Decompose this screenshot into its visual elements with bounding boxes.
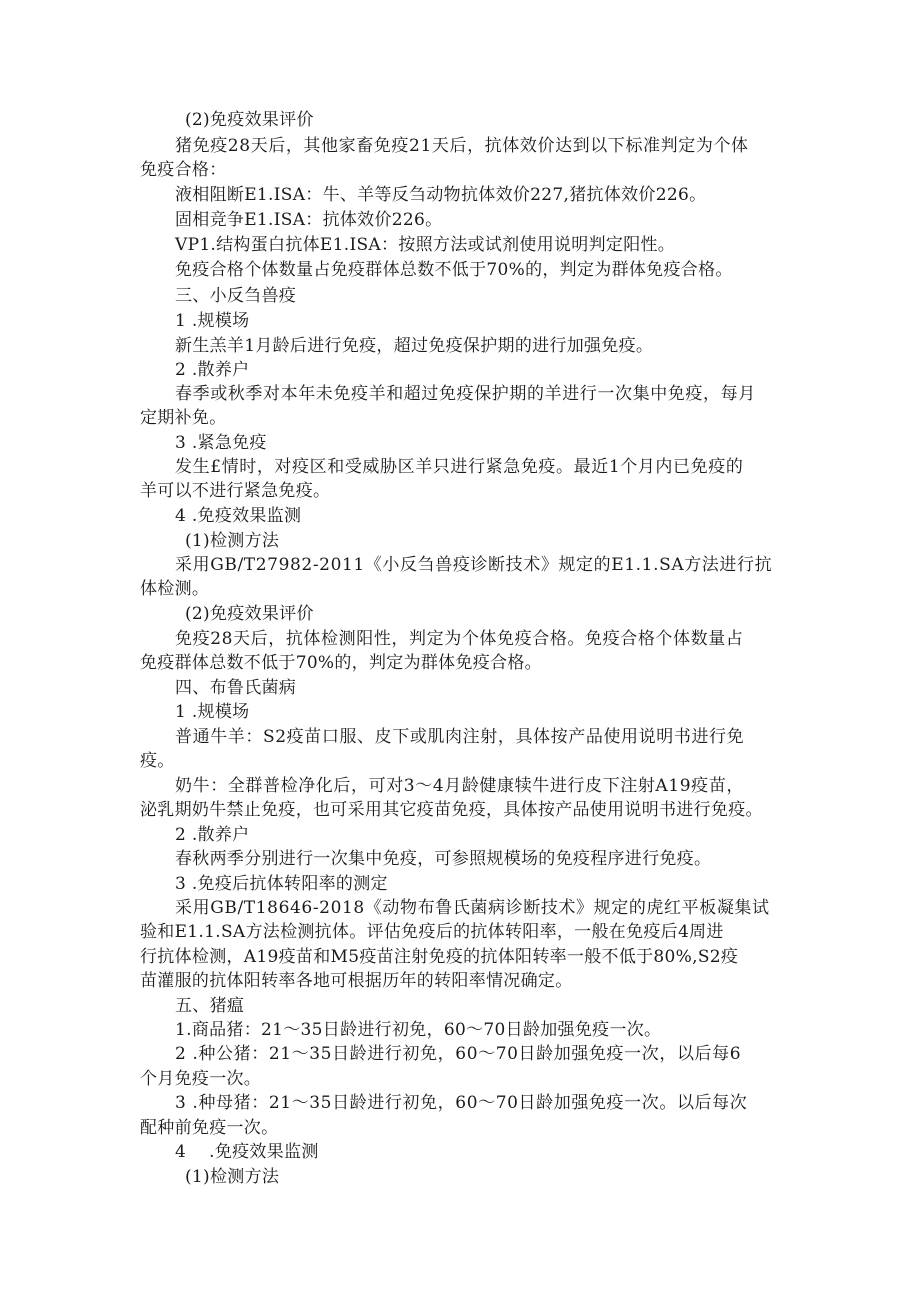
subheading-smallholder: 2 .散养户 xyxy=(175,825,250,845)
section-heading-brucellosis: 四、布鲁氏菌病 xyxy=(175,678,297,698)
paragraph-line: 疫。 xyxy=(140,751,175,771)
paragraph-line: 春秋两季分别进行一次集中免疫，可参照规模场的免疫程序进行免疫。 xyxy=(175,849,712,869)
section-heading-ppr: 三、小反刍兽疫 xyxy=(175,286,297,306)
subheading-scale-farm: 1 .规模场 xyxy=(175,702,250,722)
paragraph-line: 采用GB/T27982-2011《小反刍兽疫诊断技术》规定的E1.1.SA方法进行抗 xyxy=(175,555,773,575)
paragraph-line: 泌乳期奶牛禁止免疫，也可采用其它疫苗免疫，具体按产品使用说明书进行免疫。 xyxy=(140,800,763,820)
paragraph-line: 免疫28天后，抗体检测阳性，判定为个体免疫合格。免疫合格个体数量占 xyxy=(175,629,744,649)
subheading-detection-method: (1)检测方法 xyxy=(185,1167,280,1187)
subheading-monitoring: 4 .免疫效果监测 xyxy=(175,506,302,526)
paragraph-line: 新生羔羊1月龄后进行免疫，超过免疫保护期的进行加强免疫。 xyxy=(175,336,654,356)
subheading-scale-farm: 1 .规模场 xyxy=(175,311,250,331)
paragraph-line: 2 .种公猪：21～35日龄进行初免，60～70日龄加强免疫一次，以后每6 xyxy=(175,1044,742,1064)
paragraph-line: VP1.结构蛋白抗体E1.ISA：按照方法或试剂使用说明判定阳性。 xyxy=(175,235,676,255)
subheading-seroconversion: 3 .免疫后抗体转阳率的测定 xyxy=(175,874,388,894)
paragraph-line: 免疫合格个体数量占免疫群体总数不低于70%的，判定为群体免疫合格。 xyxy=(175,260,733,280)
paragraph-line: 验和E1.1.SA方法检测抗体。评估免疫后的抗体转阳率，一般在免疫后4周进 xyxy=(140,922,724,942)
paragraph-line: 羊可以不进行紧急免疫。 xyxy=(140,481,331,501)
paragraph-line: 发生£情时，对疫区和受威胁区羊只进行紧急免疫。最近1个月内已免疫的 xyxy=(175,457,744,477)
subheading-emergency: 3 .紧急免疫 xyxy=(175,433,267,453)
paragraph-line: 苗灌服的抗体阳转率各地可根据历年的转阳率情况确定。 xyxy=(140,971,573,991)
paragraph-line: 普通牛羊：S2疫苗口服、皮下或肌肉注射，具体按产品使用说明书进行免 xyxy=(175,727,745,747)
paragraph-line: 1.商品猪：21～35日龄进行初免，60～70日龄加强免疫一次。 xyxy=(175,1020,662,1040)
paragraph-line: 奶牛：全群普检净化后，可对3～4月龄健康犊牛进行皮下注射A19疫苗， xyxy=(175,776,744,796)
paragraph-line: 猪免疫28天后，其他家畜免疫21天后，抗体效价达到以下标准判定为个体 xyxy=(175,136,749,156)
subheading-monitoring: 4 .免疫效果监测 xyxy=(175,1142,319,1162)
paragraph-line: 配种前免疫一次。 xyxy=(140,1118,279,1138)
section-heading-swine-fever: 五、猪瘟 xyxy=(175,996,245,1016)
paragraph-line: 体检测。 xyxy=(140,579,210,599)
paragraph-line: 采用GB/T18646-2018《动物布鲁氏菌病诊断技术》规定的虎红平板凝集试 xyxy=(175,898,770,918)
paragraph-line: 春季或秋季对本年未免疫羊和超过免疫保护期的羊进行一次集中免疫，每月 xyxy=(175,384,756,404)
subheading-smallholder: 2 .散养户 xyxy=(175,360,250,380)
subheading-immune-evaluation: (2)免疫效果评价 xyxy=(185,110,314,130)
paragraph-line: 液相阻断E1.ISA：牛、羊等反刍动物抗体效价227,猪抗体效价226。 xyxy=(175,185,707,205)
paragraph-line: 定期补免。 xyxy=(140,408,227,428)
paragraph-line: 固相竞争E1.ISA：抗体效价226。 xyxy=(175,210,443,230)
subheading-detection-method: (1)检测方法 xyxy=(185,531,280,551)
paragraph-line: 免疫合格： xyxy=(140,160,227,180)
paragraph-line: 行抗体检测，A19疫苗和M5疫苗注射免疫的抗体阳转率一般不低于80%,S2疫 xyxy=(140,947,739,967)
paragraph-line: 免疫群体总数不低于70%的，判定为群体免疫合格。 xyxy=(140,653,542,673)
paragraph-line: 个月免疫一次。 xyxy=(140,1069,262,1089)
subheading-immune-evaluation: (2)免疫效果评价 xyxy=(185,604,314,624)
paragraph-line: 3 .种母猪：21～35日龄进行初免，60～70日龄加强免疫一次。以后每次 xyxy=(175,1093,748,1113)
